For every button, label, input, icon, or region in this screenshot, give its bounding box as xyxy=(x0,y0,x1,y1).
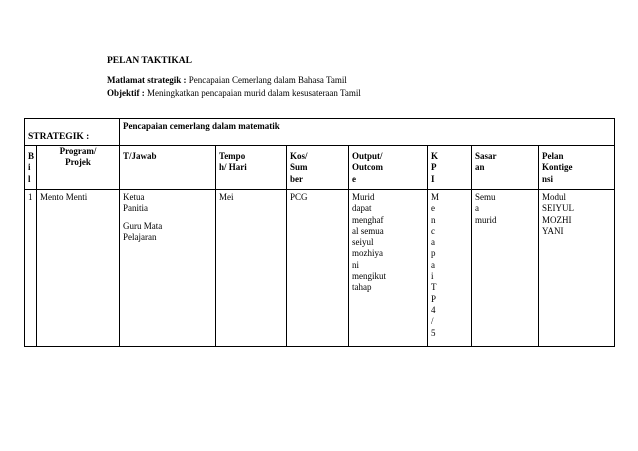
cell-output: Murid dapat menghaf al semua seiyul mozhiya ni mengikut tahap xyxy=(349,190,428,347)
tactical-plan-table xyxy=(24,118,615,347)
objektif-label: Objektif : xyxy=(107,88,145,98)
header-kpi: K P I xyxy=(428,146,472,190)
header-sasaran: Sasar an xyxy=(472,146,539,190)
table-row xyxy=(25,190,615,347)
header-bil: B i l xyxy=(25,146,37,190)
cell-tempoh: Mei xyxy=(216,190,287,347)
cell-kontigensi: Modul SEIYUL MOZHI YANI xyxy=(539,190,615,347)
cell-kpi: M e n c a p a i T P 4 / 5 xyxy=(428,190,472,347)
strategik-row xyxy=(25,119,615,146)
objektif-value: Meningkatkan pencapaian murid dalam kesusateraan Tamil xyxy=(144,88,361,98)
objektif-line xyxy=(107,87,361,100)
header-program: Program/ Projek xyxy=(37,146,120,190)
header-kos: Kos/ Sum ber xyxy=(287,146,349,190)
document-header xyxy=(107,56,361,100)
matlamat-value: Pencapaian Cemerlang dalam Bahasa Tamil xyxy=(186,75,347,85)
matlamat-label: Matlamat strategik : xyxy=(107,75,187,85)
cell-program: Mento Menti xyxy=(37,190,120,347)
header-output: Output/ Outcom e xyxy=(349,146,428,190)
cell-sasaran: Semu a murid xyxy=(472,190,539,347)
header-row xyxy=(25,146,615,190)
header-kontigensi: Pelan Kontige nsi xyxy=(539,146,615,190)
strategik-value: Pencapaian cemerlang dalam matematik xyxy=(120,119,615,146)
header-tjawab: T/Jawab xyxy=(120,146,216,190)
cell-kos: PCG xyxy=(287,190,349,347)
cell-tjawab: Ketua Panitia Guru Mata Pelajaran xyxy=(120,190,216,347)
strategik-label: STRATEGIK : xyxy=(25,119,120,146)
matlamat-line xyxy=(107,74,361,87)
cell-bil: 1 xyxy=(25,190,37,347)
document-title: PELAN TAKTIKAL xyxy=(107,56,192,66)
header-tempoh: Tempo h/ Hari xyxy=(216,146,287,190)
